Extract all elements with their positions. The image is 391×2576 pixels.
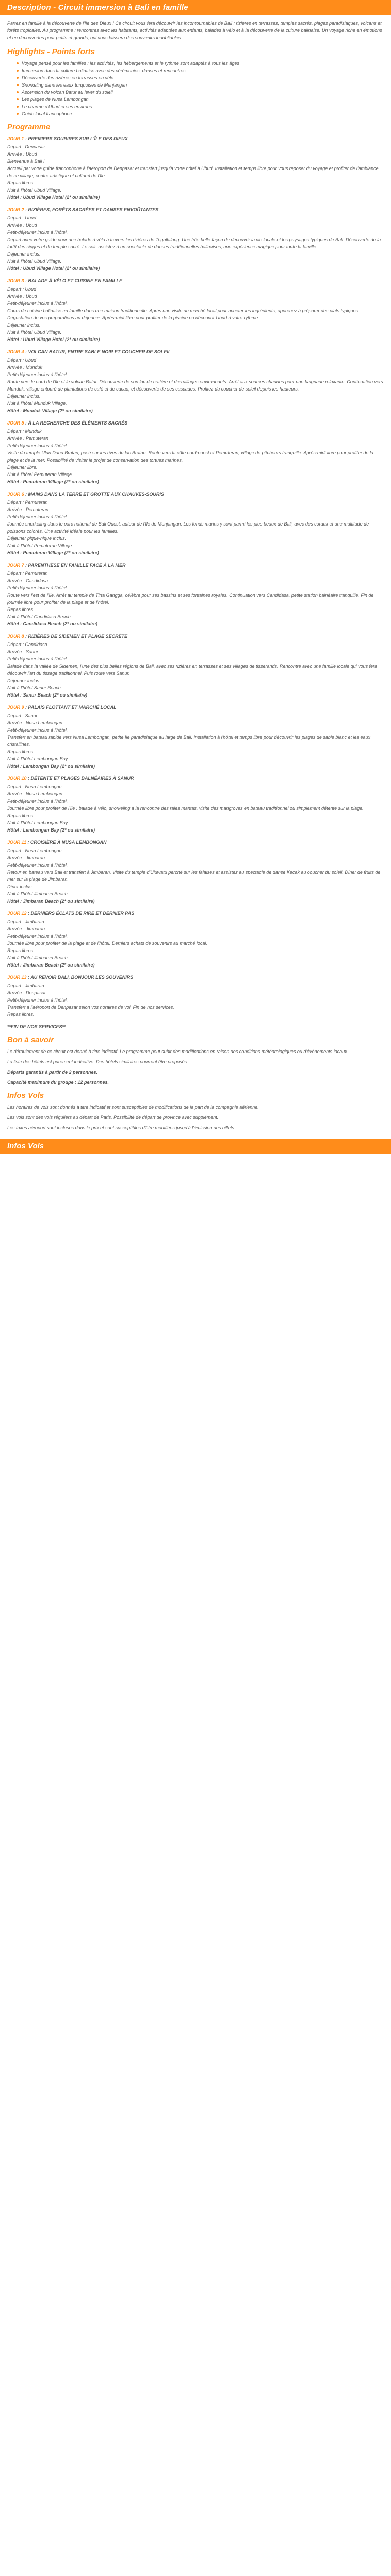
day-block xyxy=(7,633,384,699)
programme-days xyxy=(7,135,384,1018)
intro-text: Partez en famille à la découverte de l'île des Dieux ! Ce circuit vous fera découvrir les incontournables de Bali : rizières en terrasses, temples sacrés, plages paradisiaques, volcans et forêts tropicales. Au programme : rencontres avec les habitants, activités adaptées aux enfants, balades à vélo et à la découverte de la culture balinaise. Un voyage riche en émotions et en découvertes pour petits et grands, qui vous laissera des souvenirs inoubliables. xyxy=(7,21,382,40)
page-title: Description - Circuit immersion à Bali en famille xyxy=(7,3,188,12)
day-line: Nuit à l'hôtel Ubud Village. xyxy=(7,188,62,193)
day-heading: DERNIERS ÉCLATS DE RIRE ET DERNIER PAS xyxy=(30,911,135,916)
good-paragraph: La liste des hôtels est purement indicative. Des hôtels similaires pourront être proposés. xyxy=(7,1059,188,1064)
day-line: Départ : Nusa Lembongan xyxy=(7,784,62,789)
day-line: Départ : Sanur xyxy=(7,713,38,718)
day-heading: PARENTHÈSE EN FAMILLE FACE À LA MER xyxy=(28,563,126,568)
day-line: Journée libre pour profiter de l'île : balade à vélo, snorkeling à la rencontre des raies mantas, visite des mangroves en bateau traditionnel ou simplement détente sur la plage. xyxy=(7,806,364,811)
day-hotel: Hôtel : Munduk Village (2* ou similaire) xyxy=(7,408,93,413)
day-line: Départ : Nusa Lembongan xyxy=(7,848,62,853)
day-separator: : xyxy=(24,563,28,568)
day-number: JOUR 11 xyxy=(7,840,26,845)
day-line: Arrivée : Ubud xyxy=(7,151,37,157)
day-line: Arrivée : Nusa Lembongan xyxy=(7,720,63,725)
highlight-item: Le charme d'Ubud et ses environs xyxy=(17,103,384,110)
day-number: JOUR 13 xyxy=(7,975,27,980)
footer-title: Infos Vols xyxy=(7,1142,44,1150)
day-line: Arrivée : Pemuteran xyxy=(7,436,49,441)
day-line: Départ : Munduk xyxy=(7,429,42,434)
day-line: Repas libres. xyxy=(7,180,35,185)
day-line: Petit-déjeuner inclus à l'hôtel. xyxy=(7,799,68,804)
day-line: Arrivée : Jimbaran xyxy=(7,855,45,860)
day-number: JOUR 5 xyxy=(7,420,24,426)
good-paragraph: Le déroulement de ce circuit est donné à titre indicatif. Le programme peut subir des modifications en raison des conditions météorologiques ou d'événements locaux. xyxy=(7,1049,349,1054)
day-line: Nuit à l'hôtel Lembongan Bay. xyxy=(7,756,69,761)
header-bar xyxy=(0,0,391,15)
day-line: Petit-déjeuner inclus à l'hôtel. xyxy=(7,372,68,377)
day-heading: BALADE À VÉLO ET CUISINE EN FAMILLE xyxy=(28,278,123,283)
day-number: JOUR 9 xyxy=(7,705,24,710)
day-line: Déjeuner inclus. xyxy=(7,678,41,683)
day-hotel: Hôtel : Jimbaran Beach (2* ou similaire) xyxy=(7,899,95,904)
day-line: Nuit à l'hôtel Ubud Village. xyxy=(7,330,62,335)
day-line: Retour en bateau vers Bali et transfert à Jimbaran. Visite du temple d'Uluwatu perché sur les falaises et assistez au spectacle de danse Kecak au coucher du soleil. Dîner de fruits de mer sur la plage de Jimbaran. xyxy=(7,870,381,882)
day-hotel: Hôtel : Lembongan Bay (2* ou similaire) xyxy=(7,764,95,769)
day-separator: : xyxy=(24,278,28,283)
page xyxy=(0,0,391,1164)
day-line: Nuit à l'hôtel Sanur Beach. xyxy=(7,685,62,690)
day-line: Petit-déjeuner inclus à l'hôtel. xyxy=(7,934,68,939)
end-services: **FIN DE NOS SERVICES** xyxy=(7,1024,66,1029)
day-separator: : xyxy=(24,136,28,141)
day-hotel: Hôtel : Ubud Village Hotel (2* ou similaire) xyxy=(7,266,100,271)
day-heading: MAINS DANS LA TERRE ET GROTTE AUX CHAUVES-SOURIS xyxy=(28,492,164,497)
day-hotel: Hôtel : Candidasa Beach (2* ou similaire) xyxy=(7,621,98,626)
day-title xyxy=(7,348,384,355)
good-paragraph: Capacité maximum du groupe : 12 personnes. xyxy=(7,1080,109,1085)
day-separator: : xyxy=(24,634,28,639)
day-number: JOUR 2 xyxy=(7,207,24,212)
day-line: Petit-déjeuner inclus à l'hôtel. xyxy=(7,656,68,662)
day-hotel: Hôtel : Pemuteran Village (2* ou similaire) xyxy=(7,550,99,555)
main-content xyxy=(0,15,391,1131)
day-block xyxy=(7,419,384,485)
day-separator: : xyxy=(26,776,31,781)
day-line: Nuit à l'hôtel Munduk Village. xyxy=(7,401,67,406)
day-line: Départ : Denpasar xyxy=(7,144,45,149)
highlight-item: Immersion dans la culture balinaise avec des cérémonies, danses et rencontres xyxy=(17,67,384,74)
day-line: Départ : Ubud xyxy=(7,215,37,221)
day-line: Départ : Candidasa xyxy=(7,642,47,647)
footer-bar xyxy=(0,1139,391,1154)
day-line: Déjeuner inclus. xyxy=(7,394,41,399)
day-block xyxy=(7,348,384,414)
day-title xyxy=(7,633,384,640)
day-heading: VOLCAN BATUR, ENTRE SABLE NOIR ET COUCHER DE SOLEIL xyxy=(28,349,171,354)
day-line: Départ : Pemuteran xyxy=(7,571,48,576)
day-line: Petit-déjeuner inclus à l'hôtel. xyxy=(7,997,68,1003)
day-hotel: Hôtel : Sanur Beach (2* ou similaire) xyxy=(7,692,88,698)
day-separator: : xyxy=(24,207,28,212)
day-block xyxy=(7,704,384,770)
day-line: Route vers l'est de l'île. Arrêt au temple de Tirta Gangga, célèbre pour ses bassins et ses fontaines royales. Continuation vers Candidasa, petite station balnéaire tranquille. Fin de journée libre pour profiter de la plage et de l'hôtel. xyxy=(7,592,374,605)
day-block xyxy=(7,839,384,905)
day-title xyxy=(7,704,384,711)
day-hotel: Hôtel : Ubud Village Hotel (2* ou similaire) xyxy=(7,195,100,200)
day-separator: : xyxy=(26,911,31,916)
day-title xyxy=(7,419,384,427)
info-paragraph: Les horaires de vols sont donnés à titre indicatif et sont susceptibles de modifications de la part de la compagnie aérienne. xyxy=(7,1105,259,1110)
day-line: Bienvenue à Bali ! xyxy=(7,159,45,164)
day-line: Visite du temple Ulun Danu Bratan, posé sur les rives du lac Bratan. Route vers la côte nord-ouest et Pemuteran, village de pêcheurs tranquille. Après-midi libre pour profiter de la plage et de la mer. Possibilité de visiter le projet de conservation des tortues marines. xyxy=(7,450,373,463)
day-block xyxy=(7,206,384,272)
highlight-item: Guide local francophone xyxy=(17,110,384,117)
day-separator: : xyxy=(26,975,31,980)
day-line: Repas libres. xyxy=(7,1012,35,1017)
day-line: Nuit à l'hôtel Jimbaran Beach. xyxy=(7,891,69,896)
day-title xyxy=(7,206,384,213)
day-line: Nuit à l'hôtel Pemuteran Village. xyxy=(7,472,73,477)
day-block xyxy=(7,135,384,201)
day-line: Petit-déjeuner inclus à l'hôtel. xyxy=(7,514,68,519)
day-line: Journée libre pour profiter de la plage et de l'hôtel. Derniers achats de souvenirs au marché local. xyxy=(7,941,207,946)
day-line: Transfert en bateau rapide vers Nusa Lembongan, petite île paradisiaque au large de Bali. Installation à l'hôtel et temps libre pour découvrir les plages de sable blanc et les eaux cristallines. xyxy=(7,735,370,747)
day-separator: : xyxy=(24,420,28,426)
day-number: JOUR 6 xyxy=(7,492,24,497)
day-line: Départ : Ubud xyxy=(7,358,37,363)
programme-title: Programme xyxy=(7,123,51,131)
highlight-item: Ascension du volcan Batur au lever du soleil xyxy=(17,89,384,96)
day-line: Nuit à l'hôtel Jimbaran Beach. xyxy=(7,955,69,960)
day-line: Déjeuner pique-nique inclus. xyxy=(7,536,67,541)
day-line: Balade dans la vallée de Sidemen, l'une des plus belles régions de Bali, avec ses rizières en terrasses et ses villages de tisserands. Rencontre avec une famille locale qui vous fera découvrir l'art du tissage traditionnel. Puis route vers Sanur. xyxy=(7,664,378,676)
highlights-list xyxy=(7,60,384,117)
day-title xyxy=(7,910,384,917)
day-line: Arrivée : Ubud xyxy=(7,294,37,299)
day-line: Départ : Ubud xyxy=(7,286,37,292)
day-separator: : xyxy=(24,349,28,354)
day-line: Arrivée : Jimbaran xyxy=(7,926,45,931)
day-line: Repas libres. xyxy=(7,813,35,818)
day-heading: RIZIÈRES, FORÊTS SACRÉES ET DANSES ENVOÛTANTES xyxy=(28,207,159,212)
highlight-item: Snorkeling dans les eaux turquoises de Menjangan xyxy=(17,81,384,89)
day-line: Repas libres. xyxy=(7,607,35,612)
day-title xyxy=(7,562,384,569)
highlight-item: Les plages de Nusa Lembongan xyxy=(17,96,384,103)
day-title xyxy=(7,839,384,846)
day-heading: AU REVOIR BALI, BONJOUR LES SOUVENIRS xyxy=(30,975,134,980)
day-number: JOUR 8 xyxy=(7,634,24,639)
day-hotel: Hôtel : Lembongan Bay (2* ou similaire) xyxy=(7,827,95,833)
day-line: Dîner inclus. xyxy=(7,884,34,889)
day-block xyxy=(7,562,384,628)
day-number: JOUR 10 xyxy=(7,776,27,781)
day-line: Petit-déjeuner inclus à l'hôtel. xyxy=(7,443,68,448)
day-line: Départ : Jimbaran xyxy=(7,983,44,988)
highlight-item: Voyage pensé pour les familles : les activités, les hébergements et le rythme sont adaptés à tous les âges xyxy=(17,60,384,67)
day-line: Petit-déjeuner inclus à l'hôtel. xyxy=(7,862,68,868)
day-title xyxy=(7,974,384,981)
day-separator: : xyxy=(26,840,30,845)
day-block xyxy=(7,974,384,1018)
day-line: Départ avec votre guide pour une balade à vélo à travers les rizières de Tegallalang. Une très belle façon de découvrir la vie locale et les paysages typiques de Bali. Découverte de la forêt des singes et du temple sacré. Le soir, assistez à un spectacle de danses traditionnelles balinaises, une expérience magique pour toute la famille. xyxy=(7,237,381,249)
day-title xyxy=(7,277,384,284)
day-line: Arrivée : Nusa Lembongan xyxy=(7,791,63,796)
day-line: Repas libres. xyxy=(7,749,35,754)
day-line: Petit-déjeuner inclus à l'hôtel. xyxy=(7,230,68,235)
day-line: Nuit à l'hôtel Candidasa Beach. xyxy=(7,614,72,619)
day-separator: : xyxy=(24,492,28,497)
good-paragraph: Départs garantis à partir de 2 personnes. xyxy=(7,1070,98,1075)
day-line: Nuit à l'hôtel Ubud Village. xyxy=(7,259,62,264)
info-title: Infos Vols xyxy=(7,1091,44,1100)
day-title xyxy=(7,490,384,498)
day-line: Journée snorkeling dans le parc national de Bali Ouest, autour de l'île de Menjangan. Les fonds marins y sont parmi les plus beaux de Bali, avec des coraux et une multitude de poissons colorés. Une activité idéale pour les familles. xyxy=(7,521,369,534)
day-line: Départ : Pemuteran xyxy=(7,500,48,505)
day-heading: CROISIÈRE À NUSA LEMBONGAN xyxy=(30,840,107,845)
highlight-item: Découverte des rizières en terrasses en vélo xyxy=(17,74,384,81)
day-separator: : xyxy=(24,705,28,710)
good-to-know xyxy=(7,1048,384,1086)
day-line: Arrivée : Denpasar xyxy=(7,990,46,995)
day-block xyxy=(7,490,384,556)
day-line: Route vers le nord de l'île et le volcan Batur. Découverte de son lac de cratère et des villages environnants. Arrêt aux sources chaudes pour une baignade relaxante. Continuation vers Munduk, village entouré de plantations de café et de cacao, et découverte de ses cascades. Profitez du coucher de soleil depuis les hauteurs. xyxy=(7,379,383,392)
day-heading: DÉTENTE ET PLAGES BALNÉAIRES À SANUR xyxy=(30,776,134,781)
day-block xyxy=(7,277,384,343)
day-line: Petit-déjeuner inclus à l'hôtel. xyxy=(7,301,68,306)
day-number: JOUR 12 xyxy=(7,911,27,916)
day-line: Arrivée : Pemuteran xyxy=(7,507,49,512)
day-line: Départ : Jimbaran xyxy=(7,919,44,924)
info-paragraph: Les vols sont des vols réguliers au départ de Paris. Possibilité de départ de province avec supplément. xyxy=(7,1115,219,1120)
day-line: Cours de cuisine balinaise en famille dans une maison traditionnelle. Après une visite du marché local pour acheter les ingrédients, apprenez à préparer des plats typiques. Dégustation de vos préparations au déjeuner. Après-midi libre pour profiter de la piscine ou découvrir Ubud à votre rythme. xyxy=(7,308,360,320)
day-line: Arrivée : Ubud xyxy=(7,223,37,228)
highlights-title: Highlights - Points forts xyxy=(7,47,95,56)
day-line: Petit-déjeuner inclus à l'hôtel. xyxy=(7,727,68,733)
day-heading: PREMIERS SOURIRES SUR L'ÎLE DES DIEUX xyxy=(28,136,128,141)
day-line: Arrivée : Sanur xyxy=(7,649,39,654)
day-number: JOUR 1 xyxy=(7,136,24,141)
day-line: Arrivée : Munduk xyxy=(7,365,43,370)
day-line: Petit-déjeuner inclus à l'hôtel. xyxy=(7,585,68,590)
day-line: Nuit à l'hôtel Pemuteran Village. xyxy=(7,543,73,548)
day-block xyxy=(7,910,384,969)
day-heading: PALAIS FLOTTANT ET MARCHÉ LOCAL xyxy=(28,705,117,710)
day-heading: RIZIÈRES DE SIDEMEN ET PLAGE SECRÈTE xyxy=(28,634,128,639)
info-paragraph: Les taxes aéroport sont incluses dans le prix et sont susceptibles d'être modifiées jusqu'à l'émission des billets. xyxy=(7,1125,236,1130)
day-title xyxy=(7,135,384,142)
day-hotel: Hôtel : Jimbaran Beach (2* ou similaire) xyxy=(7,962,95,968)
day-number: JOUR 7 xyxy=(7,563,24,568)
day-title xyxy=(7,775,384,782)
day-line: Transfert à l'aéroport de Denpasar selon vos horaires de vol. Fin de nos services. xyxy=(7,1005,174,1010)
day-line: Déjeuner inclus. xyxy=(7,251,41,257)
day-line: Déjeuner libre. xyxy=(7,465,38,470)
day-number: JOUR 4 xyxy=(7,349,24,354)
day-heading: À LA RECHERCHE DES ÉLÉMENTS SACRÉS xyxy=(28,420,128,426)
day-number: JOUR 3 xyxy=(7,278,24,283)
day-line: Accueil par votre guide francophone à l'aéroport de Denpasar et transfert jusqu'à votre hôtel à Ubud. Installation et temps libre pour vous reposer du voyage et profiter de l'ambiance de ce village, centre artistique et culturel de l'île. xyxy=(7,166,379,178)
day-line: Arrivée : Candidasa xyxy=(7,578,48,583)
day-hotel: Hôtel : Pemuteran Village (2* ou similaire) xyxy=(7,479,99,484)
day-line: Déjeuner inclus. xyxy=(7,323,41,328)
day-line: Repas libres. xyxy=(7,948,35,953)
day-line: Nuit à l'hôtel Lembongan Bay. xyxy=(7,820,69,825)
info-vols xyxy=(7,1104,384,1131)
day-block xyxy=(7,775,384,834)
good-to-know-title: Bon à savoir xyxy=(7,1036,54,1044)
day-hotel: Hôtel : Ubud Village Hotel (2* ou similaire) xyxy=(7,337,100,342)
